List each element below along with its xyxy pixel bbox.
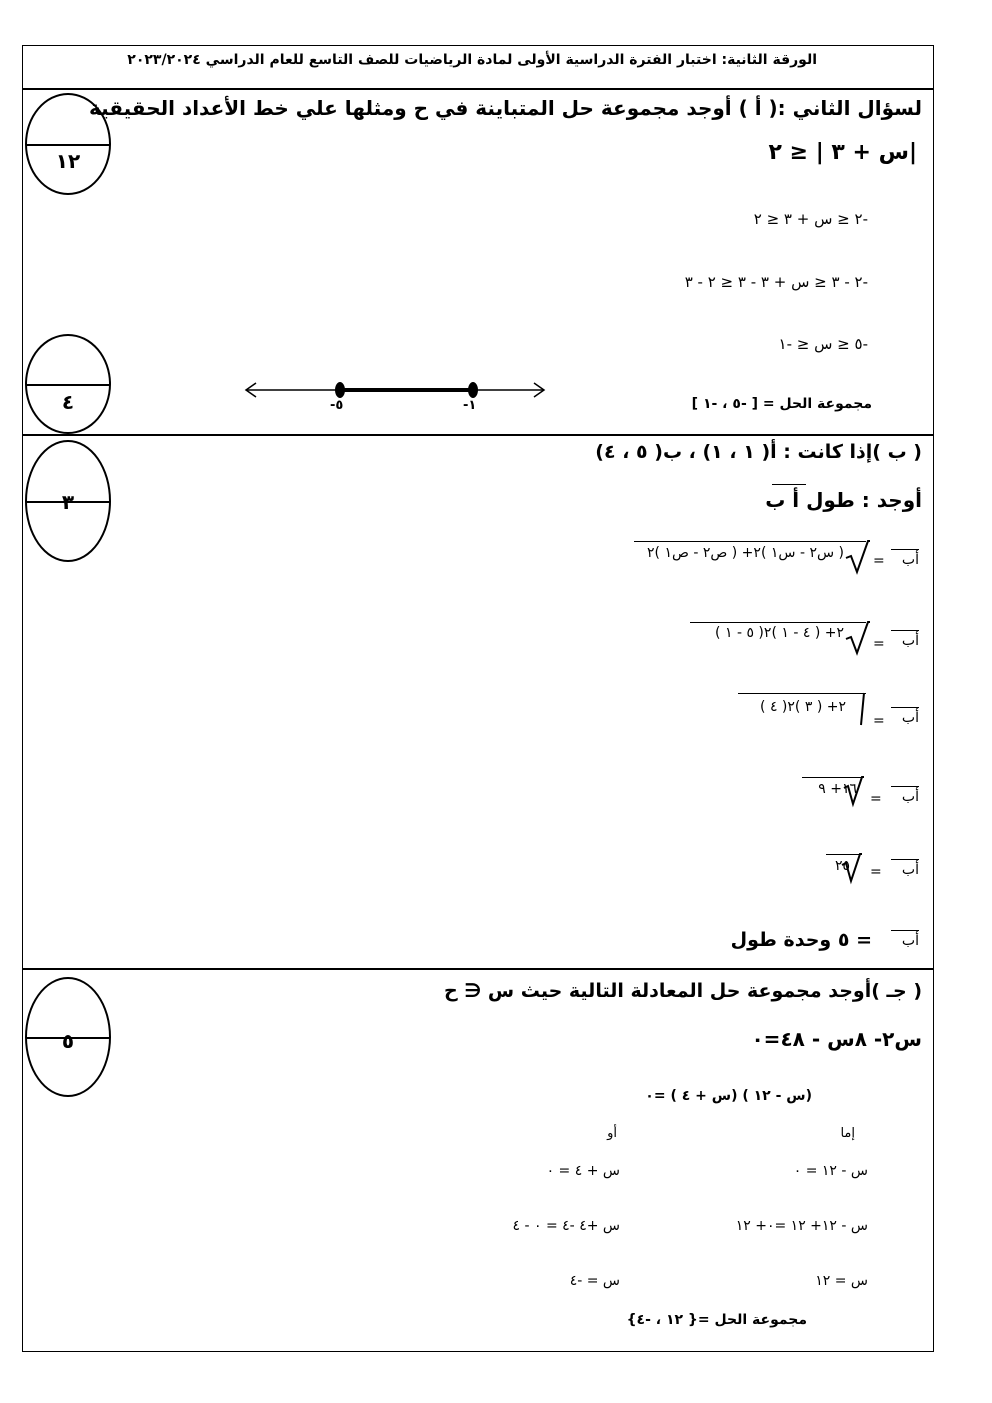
score-circle-c <box>25 977 111 1097</box>
radical-sign-2 <box>846 621 870 655</box>
number-line-label-left: -٥ <box>330 398 344 413</box>
section-divider-b-c <box>22 968 934 970</box>
score-circle-a-top <box>25 93 111 195</box>
score-circle-b <box>25 440 111 562</box>
question-b: ( ب )إذا كانت : أ( ١ ، ١) ، ب( ٥ ، ٤) <box>595 441 922 463</box>
score-a-bottom: ٤ <box>61 390 75 414</box>
right-step-1: س + ٤ = ٠ <box>546 1163 620 1179</box>
segment-label-3: أب <box>901 710 919 726</box>
radical-sign-1 <box>846 540 870 574</box>
header-divider <box>22 88 934 90</box>
score-circle-a-bottom <box>25 334 111 434</box>
radicand-5: ٢٥ <box>834 858 850 874</box>
step-a-3: -٥ ≤ س ≤ -١ <box>778 335 868 353</box>
radicand-3: ( ٤ )٢+ ( ٣ )٢ <box>760 699 846 715</box>
radicand-1: ( س٢ - س١ )٢+ ( ص٢ - ص١ )٢ <box>646 545 844 561</box>
solution-set-a: مجموعة الحل = [ -٥ ، -١ ] <box>691 396 872 412</box>
section-divider-a-b <box>22 434 934 436</box>
segment-label-5: أب <box>901 862 919 878</box>
right-step-3: س = -٤ <box>569 1273 620 1289</box>
find-segment-bar <box>772 484 806 485</box>
question-a: لسؤال الثاني :( أ ) أوجد مجموعة حل المتباينة في ح ومثلها علي خط الأعداد الحقيقية <box>88 96 922 120</box>
score-a-top: ١٢ <box>55 149 81 173</box>
exam-title: الورقة الثانية: اختبار الفترة الدراسية الأولى لمادة الرياضيات للصف التاسع للعام الدراسي ٢٠٢٣/٢٠٢٤ <box>127 52 817 68</box>
closed-endpoint-right <box>468 382 478 398</box>
left-step-3: س = ١٢ <box>815 1273 868 1289</box>
score-c: ٥ <box>61 1029 75 1053</box>
result-length: = ٥ وحدة طول <box>730 929 872 951</box>
closed-endpoint-left <box>335 382 345 398</box>
left-step-2: س - ١٢+ ١٢ =٠+ ١٢ <box>735 1218 868 1234</box>
right-step-2: س +٤ -٤ = ٠ - ٤ <box>512 1218 620 1234</box>
number-line-label-right: -١ <box>463 398 477 413</box>
step-a-2: -٢ - ٣ ≤ س + ٣ - ٣ ≤ ٢ - ٣ <box>684 273 868 291</box>
find-length: أوجد : طول أ ب <box>765 488 922 512</box>
factored-form: (س - ١٢ ) (س + ٤ ) =٠ <box>645 1088 812 1104</box>
number-line <box>240 375 550 415</box>
or-label: أو <box>607 1126 617 1141</box>
segment-label-1: أب <box>901 552 919 568</box>
score-b: ٣ <box>61 490 75 514</box>
radical-sign-3 <box>856 692 866 726</box>
segment-label-2: أب <box>901 633 919 649</box>
radicand-4: ١٦+ ٩ <box>818 781 857 797</box>
quadratic-equation: س٢- ٨س - ٤٨=٠ <box>751 1027 922 1051</box>
step-a-1: -٢ ≤ س + ٣ ≤ ٢ <box>753 210 868 228</box>
radicand-2: ( ٥ - ١ )٢+ ( ٤ - ١ )٢ <box>715 625 844 641</box>
either-label: إما <box>840 1126 855 1141</box>
left-step-1: س - ١٢ = ٠ <box>793 1163 868 1179</box>
solution-set-c: مجموعة الحل ={ ١٢ ، -٤} <box>626 1312 807 1328</box>
given-inequality: |س + ٣ | ≤ ٢ <box>768 140 917 165</box>
question-c: ( جـ )أوجد مجموعة حل المعادلة التالية حيث س ∈ ح <box>443 980 922 1002</box>
segment-label-result: أب <box>901 933 919 949</box>
segment-label-4: أب <box>901 789 919 805</box>
